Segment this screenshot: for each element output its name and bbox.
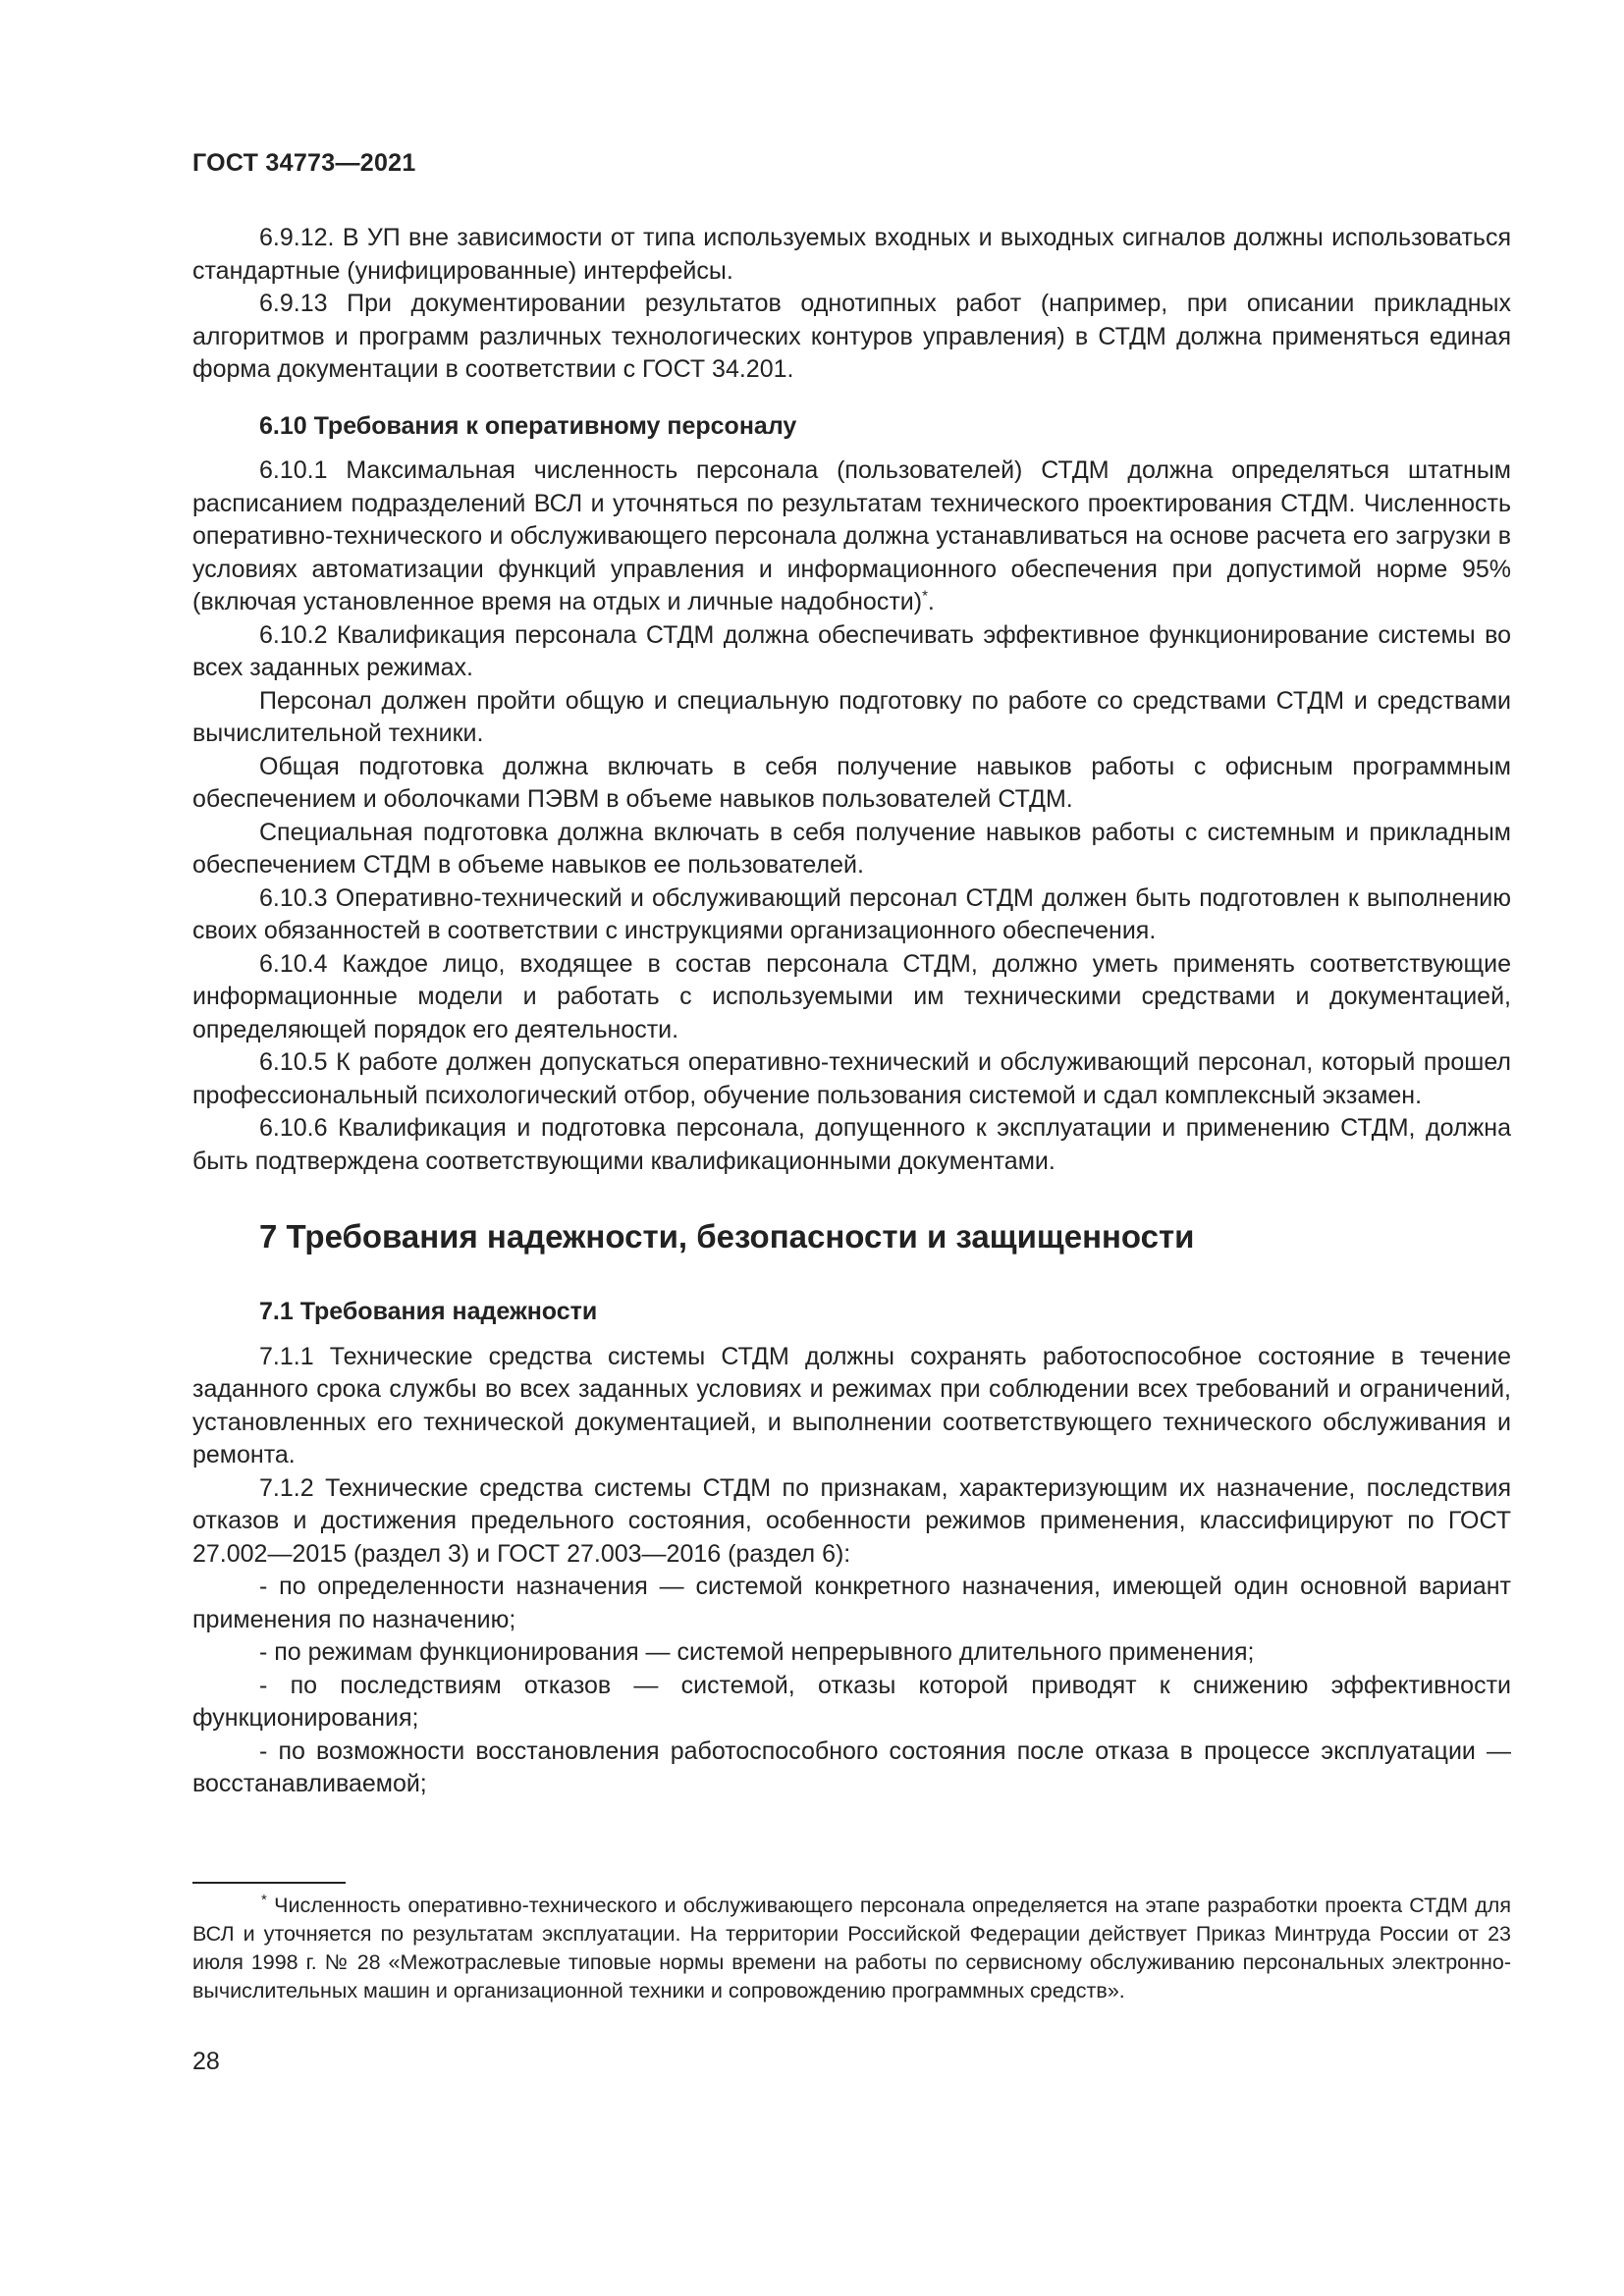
chapter-heading-7: 7 Требования надежности, безопасности и защищенности <box>259 1218 1195 1255</box>
paragraph-6-10-2: 6.10.2 Квалификация персонала СТДМ должна обеспечивать эффективное функционирование системы во всех заданных режимах. <box>192 620 1511 681</box>
paragraph-7-1-1: 7.1.1 Технические средства системы СТДМ должны сохранять работоспособное состояние в течение заданного срока службы во всех заданных условиях и режимах при соблюдении всех требований и ограничений, установленных его технической документацией, и выполнении соответствующего технического обслуживания и ремонта. <box>192 1342 1511 1468</box>
paragraph-6-9-13: 6.9.13 При документировании результатов однотипных работ (например, при описании прикладных алгоритмов и программ различных технологических контуров управления) в СТДМ должна применяться единая форма документации в соответствии с ГОСТ 34.201. <box>192 290 1511 383</box>
document-body <box>192 222 1511 1801</box>
footnote <box>192 1892 1511 2005</box>
section-heading-6-10: 6.10 Требования к оперативному персоналу <box>259 411 797 440</box>
paragraph-6-10-1-end: . <box>927 588 935 615</box>
paragraph-6-9-12: 6.9.12. В УП вне зависимости от типа используемых входных и выходных сигналов должны использоваться стандартные (унифицированные) интерфейсы. <box>192 224 1511 285</box>
section-heading-7-1: 7.1 Требования надежности <box>259 1298 598 1325</box>
list-item: - по возможности восстановления работоспособного состояния после отказа в процессе эксплуатации — восстанавливаемой; <box>192 1736 1511 1797</box>
paragraph-7-1-2: 7.1.2 Технические средства системы СТДМ по признакам, характеризующим их назначение, последствия отказов и достижения предельного состояния, особенности режимов применения, классифицируют по ГОСТ 27.002—2015 (раздел 3) и ГОСТ 27.003—2016 (раздел 6): <box>192 1473 1511 1568</box>
paragraph-6-10-6: 6.10.6 Квалификация и подготовка персонала, допущенного к эксплуатации и применению СТДМ, должна быть подтверждена соответствующими квалификационными документами. <box>192 1114 1511 1175</box>
paragraph-6-10-1-text: 6.10.1 Максимальная численность персонала (пользователей) СТДМ должна определяться штатным расписанием подразделений ВСЛ и уточняться по результатам технического проектирования СТДМ. Численность оперативно-технического и обслуживающего персонала должна устанавливаться на основе расчета его загрузки в условиях автоматизации функций управления и информационного обеспечения при допустимой норме 95% (включая установленное время на отдых и личные надобности) <box>192 456 1511 615</box>
paragraph-general-training: Общая подготовка должна включать в себя получение навыков работы с офисным программным обеспечением и оболочками ПЭВМ в объеме навыков пользователей СТДМ. <box>192 752 1511 813</box>
paragraph-staff-training: Персонал должен пройти общую и специальную подготовку по работе со средствами СТДМ и средствами вычислительной техники. <box>192 686 1511 747</box>
list-item: - по последствиям отказов — системой, отказы которой приводят к снижению эффективности функционирования; <box>192 1671 1511 1732</box>
footnote-divider <box>192 1882 346 1884</box>
paragraph-6-10-1 <box>192 454 1511 619</box>
footnote-mark: * <box>261 1891 267 1908</box>
page-number: 28 <box>192 2048 220 2075</box>
document-header: ГОСТ 34773—2021 <box>192 149 416 177</box>
footnote-reference: * <box>922 587 928 605</box>
paragraph-special-training: Специальная подготовка должна включать в себя получение навыков работы с системным и прикладным обеспечением СТДМ в объеме навыков ее пользователей. <box>192 818 1511 879</box>
paragraph-6-10-5: 6.10.5 К работе должен допускаться оперативно-технический и обслуживающий персонал, который прошел профессиональный психологический отбор, обучение пользования системой и сдал комплексный экзамен. <box>192 1048 1511 1109</box>
paragraph-6-10-3: 6.10.3 Оперативно-технический и обслуживающий персонал СТДМ должен быть подготовлен к выполнению своих обязанностей в соответствии с инструкциями организационного обеспечения. <box>192 883 1511 944</box>
paragraph-6-10-4: 6.10.4 Каждое лицо, входящее в состав персонала СТДМ, должно уметь применять соответствующие информационные модели и работать с используемыми им техническими средствами и документацией, определяющей порядок его деятельности. <box>192 949 1511 1043</box>
footnote-text: Численность оперативно-технического и обслуживающего персонала определяется на этапе разработки проекта СТДМ для ВСЛ и уточняется по результатам эксплуатации. На территории Российской Федерации действует Приказ Минтруда России от 23 июля 1998 г. № 28 «Межотраслевые типовые нормы времени на работы по сервисному обслуживанию персональных электронно-вычислительных машин и организационной техники и сопровождению программных средств». <box>192 1894 1511 2002</box>
list-item: - по режимам функционирования — системой непрерывного длительного применения; <box>259 1638 1255 1666</box>
list-item: - по определенности назначения — системой конкретного назначения, имеющей один основной вариант применения по назначению; <box>192 1573 1511 1633</box>
